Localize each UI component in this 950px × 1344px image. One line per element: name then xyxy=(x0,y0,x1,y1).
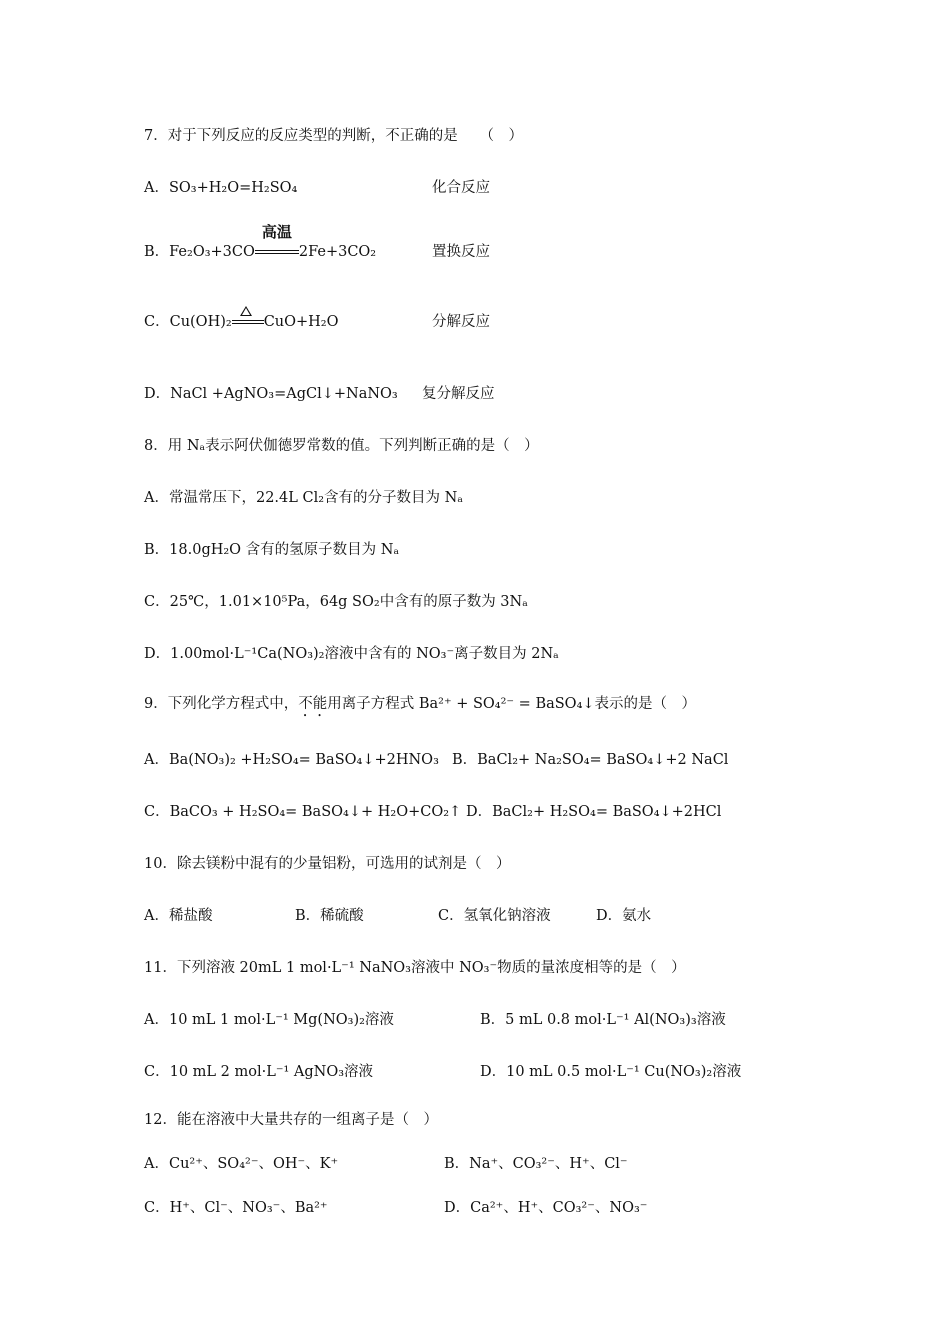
q7-option-b xyxy=(144,223,377,262)
q11-option-c: C．10 mL 2 mol·L⁻¹ AgNO₃溶液 xyxy=(144,1064,374,1080)
heat-triangle-icon xyxy=(240,306,252,316)
q12-option-a: A．Cu²⁺、SO₄²⁻、OH⁻、K⁺ xyxy=(144,1156,339,1172)
q10-option-b: B．稀硫酸 xyxy=(295,908,364,924)
reaction-condition-high-temp xyxy=(255,223,299,262)
q9-option-d: D．BaCl₂+ H₂SO₄= BaSO₄↓+2HCl xyxy=(466,804,722,820)
q7-option-c-right: CuO+H₂O xyxy=(263,314,339,330)
q7-option-a-equation: A．SO₃+H₂O=H₂SO₄ xyxy=(144,180,298,196)
q7-option-b-right: 2Fe+3CO₂ xyxy=(298,244,377,260)
q7-option-d-type: 复分解反应 xyxy=(422,386,495,402)
reaction-condition-heat xyxy=(232,312,264,332)
q11-option-a: A．10 mL 1 mol·L⁻¹ Mg(NO₃)₂溶液 xyxy=(144,1012,394,1028)
condition-label: 高温 xyxy=(261,223,292,241)
q8-option-c: C．25℃，1.01×10⁵Pa，64g SO₂中含有的原子数为 3Nₐ xyxy=(144,594,528,610)
q11-option-d: D．10 mL 0.5 mol·L⁻¹ Cu(NO₃)₂溶液 xyxy=(480,1064,742,1080)
q9-stem-pre: 9．下列化学方程式中， xyxy=(144,696,299,712)
q12-option-c: C．H⁺、Cl⁻、NO₃⁻、Ba²⁺ xyxy=(144,1200,328,1216)
q9-option-b: B．BaCl₂+ Na₂SO₄= BaSO₄↓+2 NaCl xyxy=(452,752,729,768)
q7-option-b-left: B．Fe₂O₃+3CO xyxy=(144,244,255,260)
q7-option-c-type: 分解反应 xyxy=(432,314,490,330)
q9-stem-post: 用离子方程式 Ba²⁺ + SO₄²⁻ = BaSO₄↓表示的是（ ） xyxy=(327,696,697,712)
q9-option-c: C．BaCO₃ + H₂SO₄= BaSO₄↓+ H₂O+CO₂↑ xyxy=(144,804,462,820)
q7-option-b-type: 置换反应 xyxy=(432,244,490,260)
q10-option-a: A．稀盐酸 xyxy=(144,908,213,924)
q8-option-d: D．1.00mol·L⁻¹Ca(NO₃)₂溶液中含有的 NO₃⁻离子数目为 2Nₐ xyxy=(144,646,559,662)
q10-option-d: D．氨水 xyxy=(596,908,652,924)
q7-stem: 7．对于下列反应的反应类型的判断，不正确的是 （ ） xyxy=(144,128,523,144)
q9-stem xyxy=(144,694,696,720)
q10-stem: 10．除去镁粉中混有的少量铝粉，可选用的试剂是（ ） xyxy=(144,856,511,872)
q12-option-d: D．Ca²⁺、H⁺、CO₃²⁻、NO₃⁻ xyxy=(444,1200,648,1216)
q7-option-c-left: C．Cu(OH)₂ xyxy=(144,314,232,330)
double-equals-sign xyxy=(255,250,299,254)
q7-option-d-equation: D．NaCl +AgNO₃=AgCl↓+NaNO₃ xyxy=(144,386,398,402)
q11-stem: 11．下列溶液 20mL 1 mol·L⁻¹ NaNO₃溶液中 NO₃⁻物质的量浓度相等的是（ ） xyxy=(144,960,686,976)
q7-option-a-type: 化合反应 xyxy=(432,180,490,196)
q9-option-a: A．Ba(NO₃)₂ +H₂SO₄= BaSO₄↓+2HNO₃ xyxy=(144,752,439,768)
q9-stem-emphasis: 不能 xyxy=(298,696,328,712)
q8-option-a: A．常温常压下，22.4L Cl₂含有的分子数目为 Nₐ xyxy=(144,490,463,506)
q11-option-b: B．5 mL 0.8 mol·L⁻¹ Al(NO₃)₃溶液 xyxy=(480,1012,726,1028)
q10-option-c: C．氢氧化钠溶液 xyxy=(438,908,551,924)
q8-stem: 8．用 Nₐ表示阿伏伽德罗常数的值。下列判断正确的是（ ） xyxy=(144,438,539,454)
q8-option-b: B．18.0gH₂O 含有的氢原子数目为 Nₐ xyxy=(144,542,400,558)
q7-option-c xyxy=(144,312,339,332)
q12-stem: 12．能在溶液中大量共存的一组离子是（ ） xyxy=(144,1112,438,1128)
q12-option-b: B．Na⁺、CO₃²⁻、H⁺、Cl⁻ xyxy=(444,1156,628,1172)
